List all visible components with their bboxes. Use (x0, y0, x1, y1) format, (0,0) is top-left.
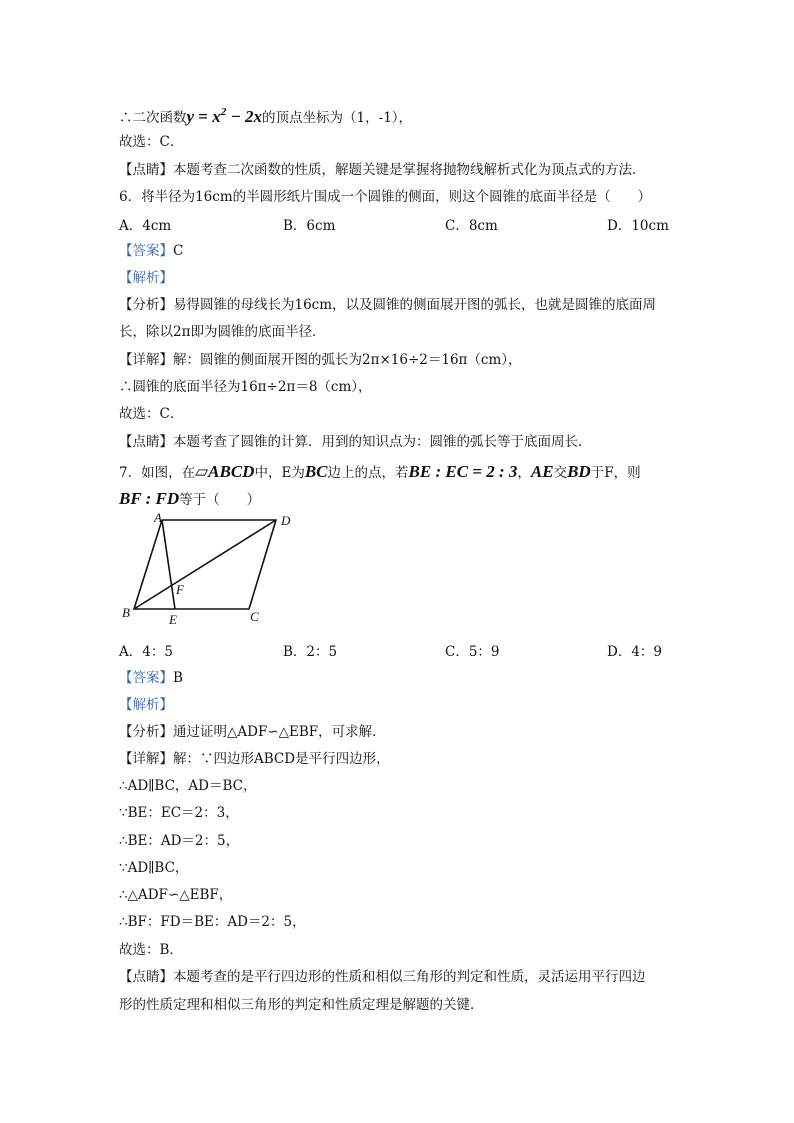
q6-fenxi-2: 长，除以2π即为圆锥的底面半径． (119, 324, 326, 340)
q7-answer (119, 669, 183, 687)
label-f: F (176, 582, 184, 597)
q7-step-1 (119, 750, 390, 768)
q7-step-2: ∴AD∥BC，AD＝BC， (119, 778, 257, 794)
q7-step-8: 故选：B． (119, 942, 183, 958)
label-a: A (154, 510, 162, 525)
q7-comment-1 (119, 968, 646, 986)
answer-value: B (173, 670, 183, 686)
fenxi-tag: 【分析】 (119, 297, 173, 313)
vertex-prefix: ∴二次函数 (119, 110, 187, 126)
answer-tag: 【答案】 (119, 243, 173, 259)
q6-option-d: D．10cm (607, 218, 669, 234)
q6-fenxi-1 (119, 296, 656, 314)
q7-step-3: ∵BE：EC＝2：3， (119, 805, 239, 821)
vertex-line (119, 103, 412, 127)
label-b: B (122, 605, 130, 620)
comment-tag: 【点睛】 (119, 969, 173, 985)
q5-choice: 故选：C． (119, 134, 184, 150)
q7-step-7: ∴BF：FD＝BE：AD＝2：5， (119, 914, 306, 930)
xiangjie-tag: 【详解】 (119, 352, 173, 368)
q7-option-b: B．2：5 (283, 644, 338, 660)
fenxi-text: 通过证明△ADF∽△EBF，可求解． (173, 724, 386, 740)
segment-ae (162, 520, 175, 609)
step-text: 解：∵四边形ABCD是平行四边形， (173, 751, 390, 767)
comment-text: 本题考查了圆锥的计算．用到的知识点为：圆锥的弧长等于底面周长． (173, 434, 592, 450)
answer-value: C (173, 243, 184, 259)
diagonal-bd (134, 520, 276, 609)
q7-analysis-tag: 【解析】 (119, 697, 173, 713)
parallelogram-diagram (119, 508, 309, 628)
pgram-symbol: ▱ABCD (195, 462, 255, 481)
q6-option-a: A．4cm (119, 218, 172, 234)
comment-tag: 【点睛】 (119, 162, 173, 178)
q6-option-c: C．8cm (445, 218, 498, 234)
vertex-formula: $y = x^2 - 2x$ (186, 106, 263, 126)
label-d: D (281, 513, 291, 528)
q7-fenxi (119, 723, 386, 741)
q7-option-d: D．4：9 (607, 644, 663, 660)
q7-option-c: C．5：9 (445, 644, 500, 660)
parallelogram-figure (119, 508, 309, 628)
q6-analysis-tag: 【解析】 (119, 270, 173, 286)
q7-stem-2: BF : FD等于（ ） (119, 489, 261, 508)
label-c: C (250, 609, 259, 624)
q6-answer (119, 242, 183, 260)
label-e: E (169, 612, 177, 627)
xiangjie-tag: 【详解】 (119, 751, 173, 767)
xiangjie-text: 解：圆锥的侧面展开图的弧长为2π×16÷2＝16π（cm）， (173, 352, 522, 368)
q5-comment (119, 161, 646, 179)
answer-tag: 【答案】 (119, 670, 173, 686)
q7-step-5: ∵AD∥BC， (119, 860, 189, 876)
q6-option-b: B．6cm (283, 218, 336, 234)
vertex-suffix: 的顶点坐标为（1，-1）， (262, 110, 413, 126)
q6-comment (119, 433, 592, 451)
comment-tag: 【点睛】 (119, 434, 173, 450)
fenxi-tag: 【分析】 (119, 724, 173, 740)
q6-xiangjie-1 (119, 351, 522, 369)
q6-stem: 6．将半径为16cm的半圆形纸片围成一个圆锥的侧面，则这个圆锥的底面半径是（ ） (119, 189, 652, 205)
q7-stem: 7．如图，在▱ABCD中，E为BC边上的点，若BE : EC = 2 : 3，AE交BD于F，则 (119, 462, 641, 481)
q6-choice: 故选：C． (119, 406, 184, 422)
fenxi-text: 易得圆锥的母线长为16cm，以及圆锥的侧面展开图的弧长，也就是圆锥的底面周 (173, 297, 657, 313)
comment-text: 本题考查的是平行四边形的性质和相似三角形的判定和性质，灵活运用平行四边 (173, 969, 646, 985)
q7-step-4: ∴BE：AD＝2：5， (119, 833, 240, 849)
q7-comment-2: 形的性质定理和相似三角形的判定和性质定理是解题的关键． (119, 997, 484, 1013)
comment-text: 本题考查二次函数的性质，解题关键是掌握将抛物线解析式化为顶点式的方法． (173, 162, 646, 178)
q7-option-a: A．4：5 (119, 644, 173, 660)
q7-step-6: ∴△ADF∽△EBF， (119, 887, 233, 903)
q6-xiangjie-2: ∴圆锥的底面半径为16π÷2π＝8（cm）， (119, 379, 372, 395)
